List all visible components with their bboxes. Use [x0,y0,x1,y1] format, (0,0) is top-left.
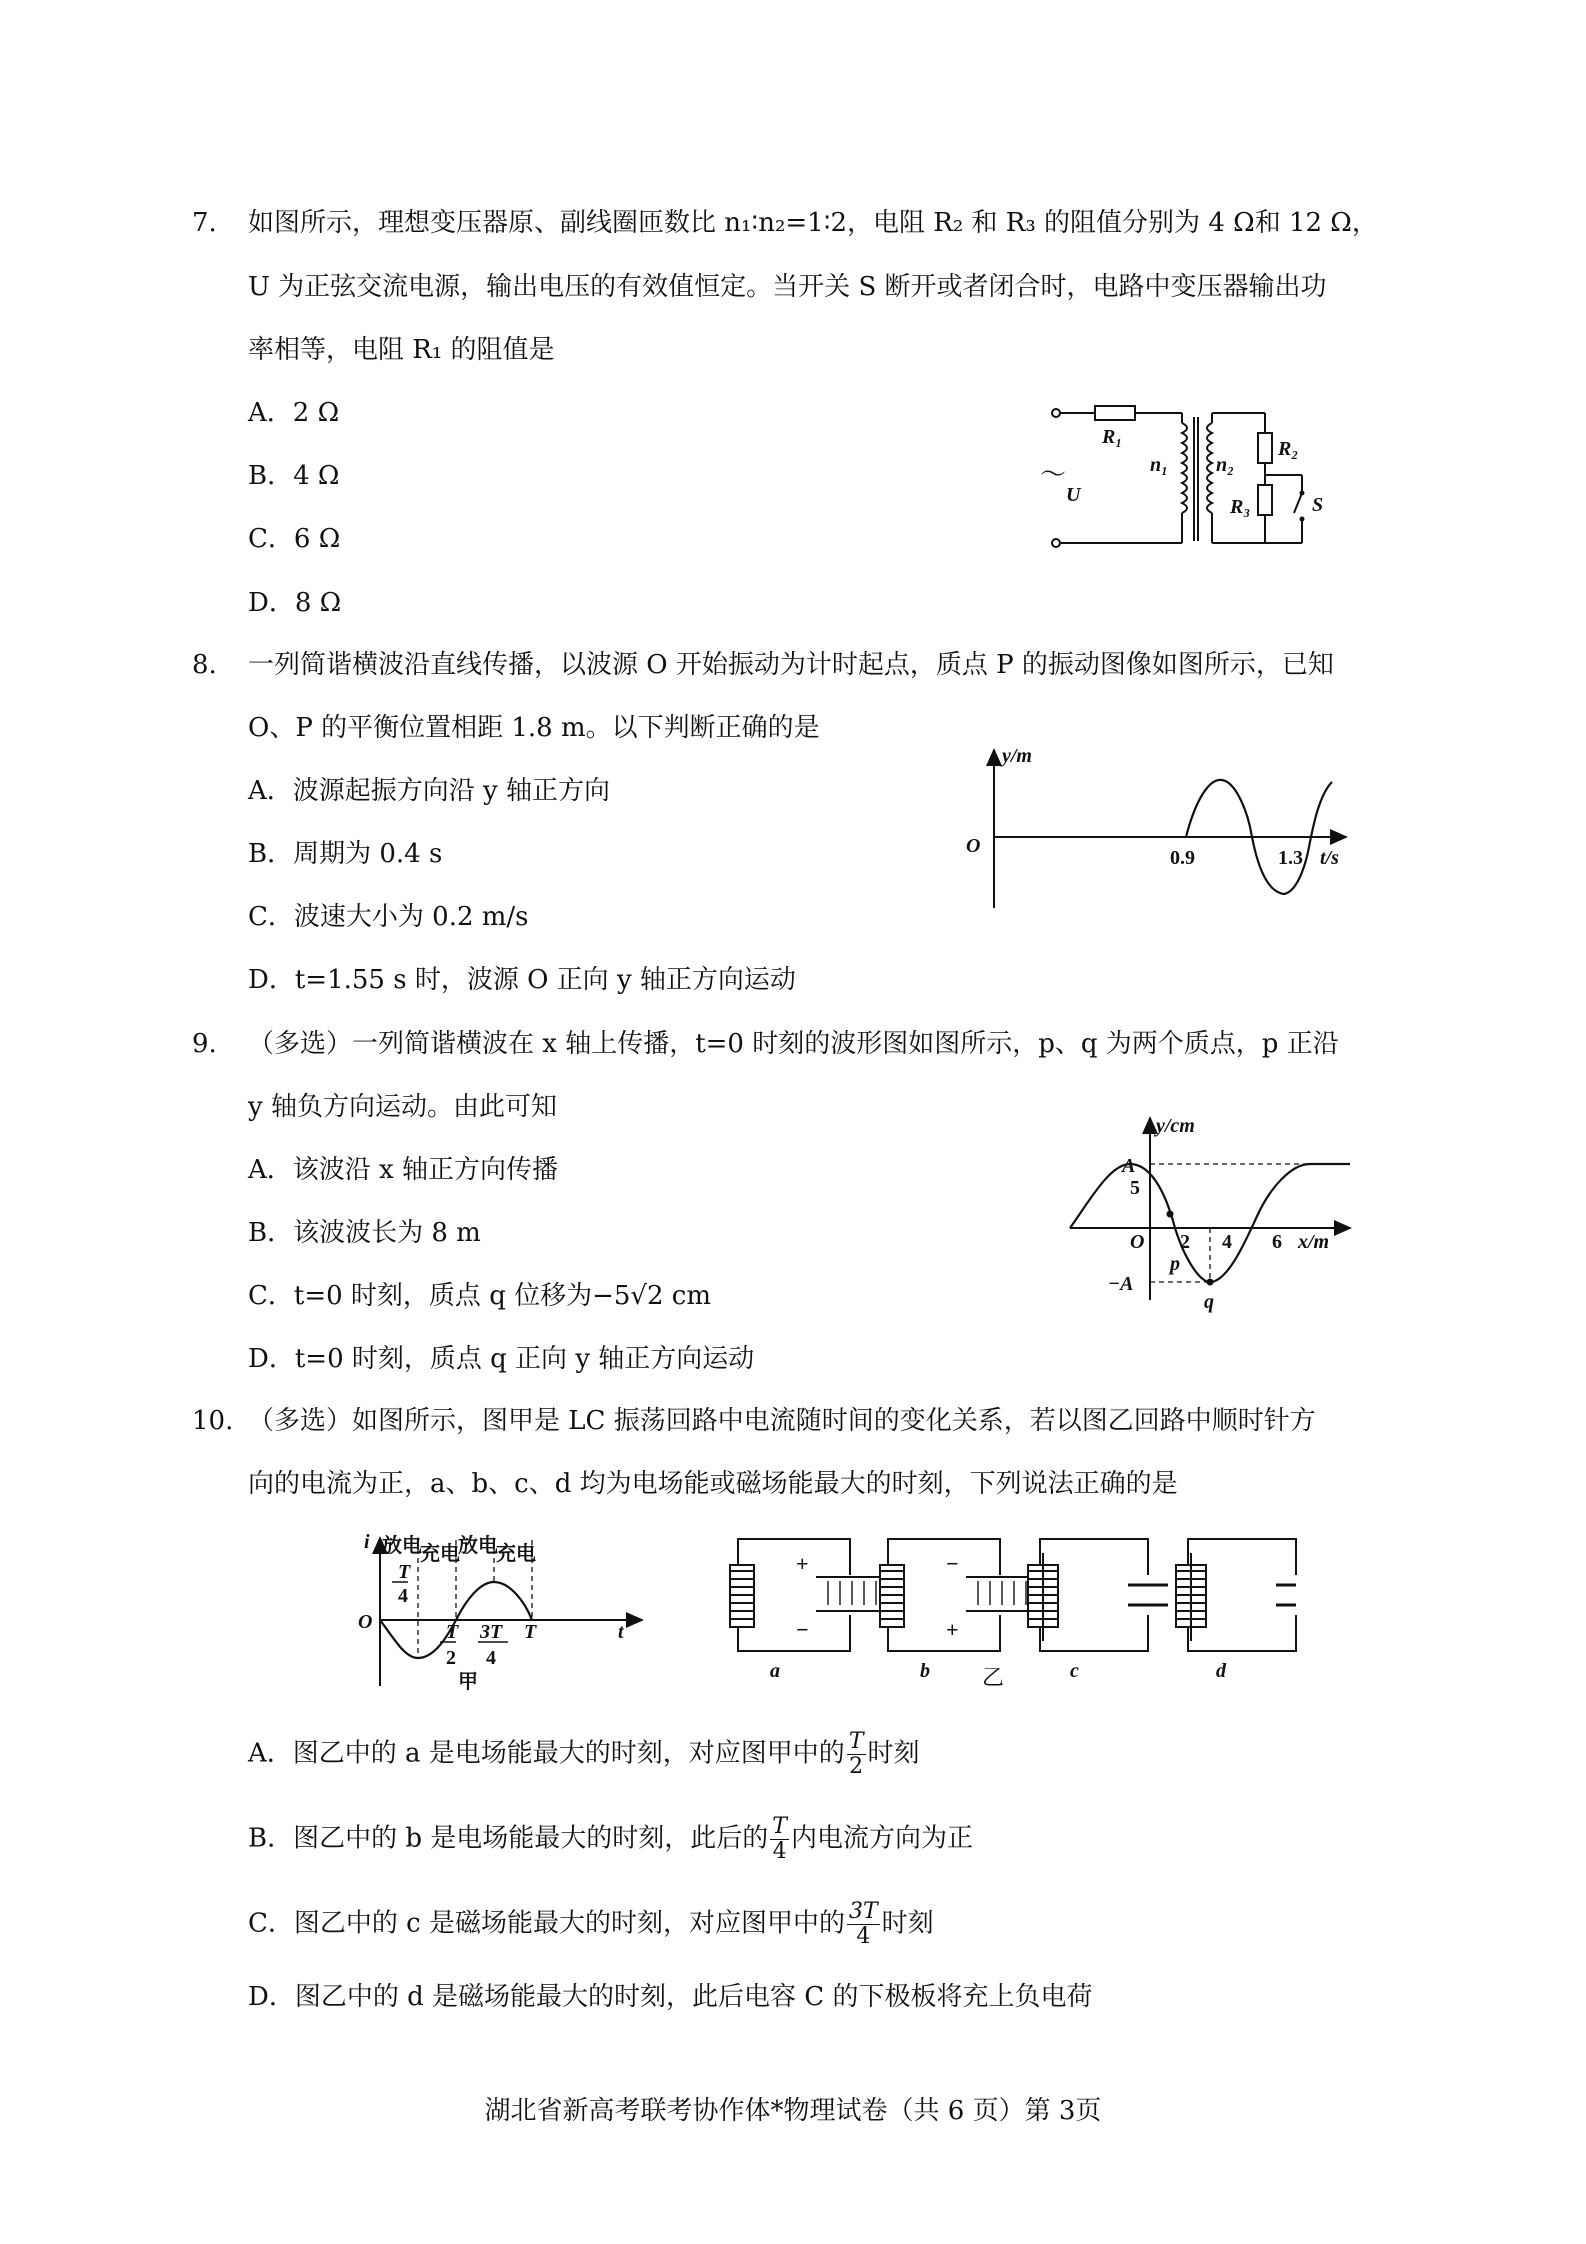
q10-jia-t4-den: 4 [398,1585,408,1607]
q10-jia-t2-num: T [446,1621,459,1643]
q10-jia-origin: O [358,1611,373,1633]
q7-label-r3: R₃ [1230,496,1251,518]
q9-label-p: p [1170,1253,1180,1275]
q7-option-b: B．4 Ω [248,461,340,491]
q7-label-n2: n₂ [1216,454,1235,476]
q8-tick-1.3: 1.3 [1278,847,1303,869]
q10-option-c-fraction [847,1900,880,1949]
q10-option-c-suffix: 时刻 [881,1908,934,1939]
q10-option-a-text: A．图乙中的 a 是电场能最大的时刻，对应图甲中的 [248,1738,845,1769]
q9-option-d: D．t=0 时刻，质点 q 正向 y 轴正方向运动 [248,1344,755,1374]
q10-yi-a-plus: + [796,1551,809,1576]
q10-jia-t2-den: 2 [446,1647,456,1669]
q7-ac-symbol: ～ [1040,460,1067,489]
q10-option-c-num: 3T [849,1899,878,1924]
q10-jia-t34-den: 4 [486,1647,496,1669]
q7-label-n1: n₁ [1150,454,1169,476]
q10-option-b-text: B．图乙中的 b 是电场能最大的时刻，此后的 [248,1823,769,1854]
q9-option-b: B．该波波长为 8 m [248,1218,481,1248]
q7-option-d: D．8 Ω [248,588,342,618]
q10-jia-ylabel: i [364,1531,370,1553]
q8-origin: O [966,835,981,857]
q9-origin: O [1130,1231,1145,1253]
q10-jia-xlabel: t [618,1621,624,1643]
q10-jia-t34-num: 3T [480,1621,503,1643]
q10-yi-caption: 乙 [982,1665,1005,1690]
q10-figure-jia [350,1530,650,1700]
q7-line2: U 为正弦交流电源，输出电压的有效值恒定。当开关 S 断开或者闭合时，电路中变压器输出功 [248,272,1327,302]
q8-option-a: A．波源起振方向沿 y 轴正方向 [248,776,610,806]
q10-option-a-suffix: 时刻 [867,1738,920,1769]
q10-option-c [248,1900,934,1949]
q7-line1: 如图所示，理想变压器原、副线圈匝数比 n₁∶n₂=1∶2，电阻 R₂ 和 R₃ 的阻值分别为 4 Ω和 12 Ω， [248,208,1378,238]
q10-yi-b-plus: + [946,1617,959,1642]
q10-option-b-num: T [772,1814,787,1839]
q7-option-a: A．2 Ω [248,398,340,428]
q8-tick-0.9: 0.9 [1170,847,1195,869]
q9-tick-2: 2 [1180,1231,1190,1253]
q10-option-a-num: T [848,1729,864,1754]
q7-label-s: S [1312,494,1324,516]
q10-option-b-suffix: 内电流方向为正 [790,1823,973,1854]
q10-figure-yi [710,1525,1300,1705]
q10-option-b [248,1815,973,1864]
q10-yi-label-b: b [920,1660,930,1682]
q10-yi-b-minus: − [946,1551,959,1576]
q9-label-neg-a: −A [1108,1273,1134,1295]
q10-jia-discharge-1: 放电 [382,1535,422,1557]
q7-label-u: U [1066,484,1081,506]
q8-number: 8. [192,650,217,680]
q9-waveform-graph [1050,1110,1360,1320]
q8-xlabel: t/s [1320,847,1339,869]
q9-option-c: C．t=0 时刻，质点 q 位移为−5√2 cm [248,1281,712,1311]
q10-jia-t4-num: T [398,1561,411,1583]
q10-option-c-den: 4 [856,1924,871,1949]
q9-option-a: A．该波沿 x 轴正方向传播 [248,1155,558,1185]
q10-option-b-den: 4 [772,1839,787,1864]
q10-option-d: D．图乙中的 d 是磁场能最大的时刻，此后电容 C 的下极板将充上负电荷 [248,1982,1093,2012]
q10-yi-a-minus: − [796,1617,809,1642]
q10-line2: 向的电流为正，a、b、c、d 均为电场能或磁场能最大的时刻，下列说法正确的是 [248,1469,1178,1499]
q10-jia-charge-1: 充电 [420,1543,460,1565]
q7-line3: 率相等，电阻 R₁ 的阻值是 [248,335,555,365]
q8-option-b: B．周期为 0.4 s [248,839,443,869]
q10-yi-label-a: a [770,1660,780,1682]
q9-label-5: 5 [1130,1177,1140,1199]
q8-ylabel: y/m [1002,745,1032,767]
q8-option-c: C．波速大小为 0.2 m/s [248,902,529,932]
q10-jia-caption: 甲 [458,1671,478,1693]
q7-transformer-circuit [1040,395,1360,555]
q9-tick-4: 4 [1222,1231,1232,1253]
q9-label-a: A [1122,1155,1136,1177]
q10-option-a-fraction [847,1730,866,1779]
q10-option-c-text: C．图乙中的 c 是磁场能最大的时刻，对应图甲中的 [248,1908,845,1939]
q10-jia-discharge-2: 放电 [458,1535,498,1557]
q10-jia-charge-2: 充电 [496,1543,536,1565]
q10-option-b-fraction [770,1815,789,1864]
q9-tick-6: 6 [1272,1231,1282,1253]
page-footer: 湖北省新高考联考协作体*物理试卷（共 6 页）第 3页 [484,2096,1102,2126]
q10-yi-label-c: c [1070,1660,1079,1682]
q9-line1: （多选）一列简谐横波在 x 轴上传播，t=0 时刻的波形图如图所示，p、q 为两个质点，p 正沿 [248,1029,1339,1059]
q10-option-a-den: 2 [849,1754,864,1779]
q8-line1: 一列简谐横波沿直线传播，以波源 O 开始振动为计时起点，质点 P 的振动图像如图所示，已知 [248,650,1334,680]
q10-yi-label-d: d [1216,1660,1226,1682]
q9-label-q: q [1204,1291,1214,1313]
q9-line2: y 轴负方向运动。由此可知 [248,1092,557,1122]
q10-option-a [248,1730,920,1779]
q7-label-r2: R₂ [1278,438,1299,460]
q9-number: 9. [192,1029,217,1059]
q9-ylabel: y/cm [1156,1115,1195,1137]
q10-line1: （多选）如图所示，图甲是 LC 振荡回路中电流随时间的变化关系，若以图乙回路中顺时针方 [248,1406,1316,1436]
q10-jia-t: T [524,1621,537,1643]
q7-option-c: C．6 Ω [248,524,341,554]
q7-label-r1: R₁ [1102,426,1123,448]
q8-vibration-graph [960,740,1360,910]
q8-line2: O、P 的平衡位置相距 1.8 m。以下判断正确的是 [248,713,820,743]
q8-option-d: D．t=1.55 s 时，波源 O 正向 y 轴正方向运动 [248,965,796,995]
q7-number: 7. [192,208,217,238]
q10-number: 10. [192,1406,234,1436]
q9-xlabel: x/m [1298,1231,1330,1253]
